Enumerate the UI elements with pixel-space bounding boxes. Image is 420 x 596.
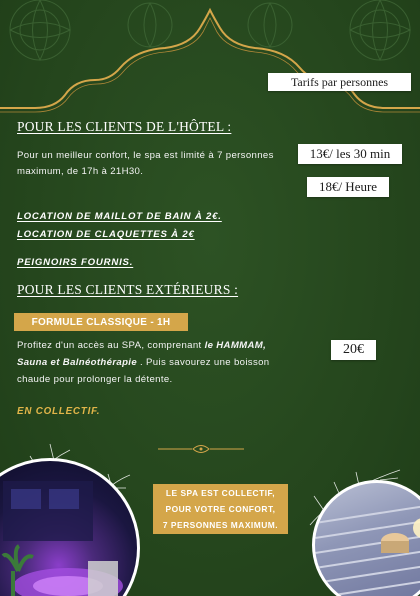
price-hour: 18€/ Heure <box>307 177 389 197</box>
price-half-hour: 13€/ les 30 min <box>298 144 402 164</box>
description-highlight: le HAMMAM, Sauna et Balnéothérapie <box>17 340 267 368</box>
callout-line-3: 7 PERSONNES MAXIMUM. <box>162 520 279 530</box>
price-classic-formula: 20€ <box>331 340 376 360</box>
robes-provided-note: PEIGNOIRS FOURNIS. <box>17 257 134 268</box>
description-intro: Profitez d'un accès au SPA, comprenant <box>17 340 205 351</box>
description-end: . Puis savourez une boisson chaude pour prolonger la détente. <box>17 357 270 385</box>
external-clients-heading: POUR LES CLIENTS EXTÉRIEURS : <box>17 282 239 297</box>
collective-note: EN COLLECTIF. <box>17 406 101 417</box>
ornamental-divider <box>158 442 244 456</box>
hotel-clients-description: Pour un meilleur confort, le spa est limité à 7 personnes maximum, de 17h à 21H30. <box>17 150 274 177</box>
rates-per-person-label: Tarifs par personnes <box>268 73 411 91</box>
swimsuit-rental-note: LOCATION DE MAILLOT DE BAIN À 2€. <box>17 211 222 222</box>
collective-spa-callout <box>153 484 288 534</box>
callout-line-2: POUR VOTRE CONFORT, <box>165 504 276 514</box>
classic-formula-badge: FORMULE CLASSIQUE - 1H <box>14 313 188 331</box>
ornamental-arch-decoration <box>0 0 420 115</box>
hotel-clients-heading: POUR LES CLIENTS DE L'HÔTEL : <box>17 119 232 134</box>
callout-line-1: LE SPA EST COLLECTIF, <box>165 488 276 498</box>
slippers-rental-note: LOCATION DE CLAQUETTES À 2€ <box>17 229 195 240</box>
classic-formula-description <box>17 337 287 388</box>
